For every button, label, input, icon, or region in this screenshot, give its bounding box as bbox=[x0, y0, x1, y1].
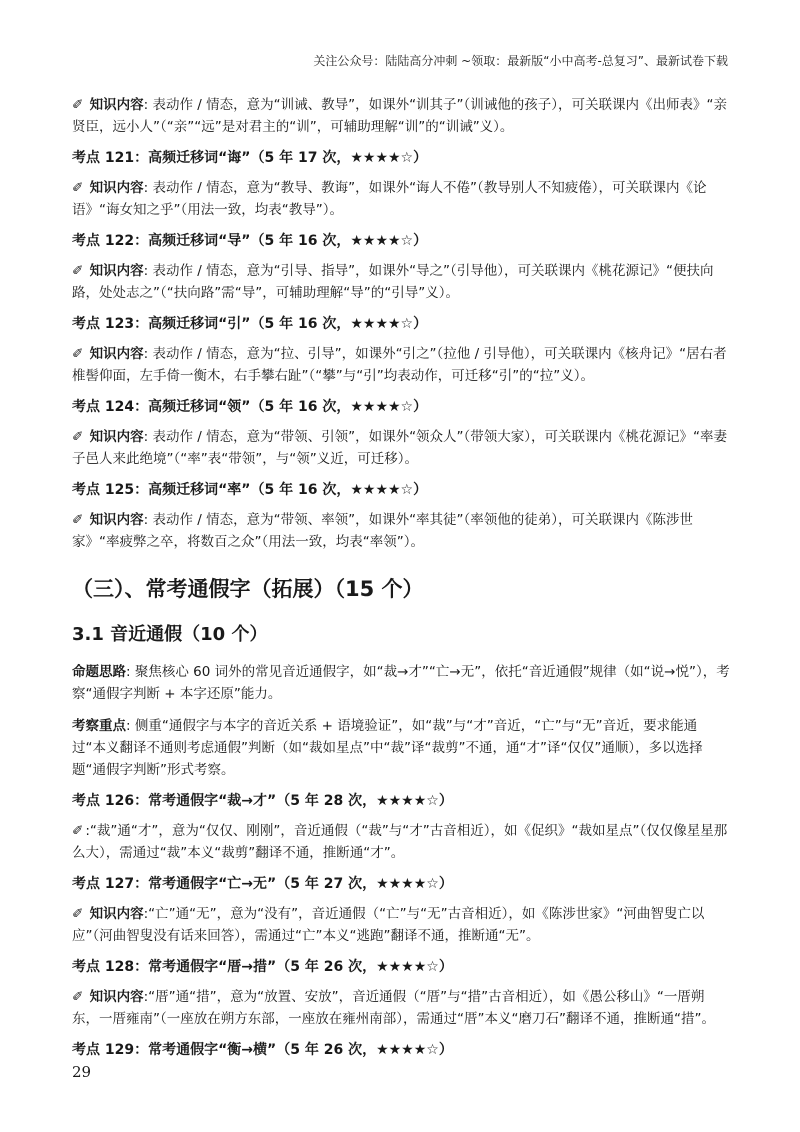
pencil-icon: ✐ bbox=[72, 97, 84, 113]
document-body bbox=[72, 94, 730, 1069]
knowledge-text: :“厝”通“措”，意为“放置、安放”，音近通假（“厝”与“措”古音相近），如《愚公移山》“一厝朔东，一厝雍南”（一座放在朔方东部，一座放在雍州南部），需通过“厝”本义“磨刀石”翻译不通，推断通“措”。 bbox=[72, 989, 715, 1027]
knowledge-content bbox=[72, 903, 730, 947]
knowledge-content bbox=[72, 509, 730, 553]
intro-text: : 侧重“通假字与本字的音近关系 + 语境验证”，如“裁”与“才”音近，“亡”与“无”音近，要求能通过“本义翻译不通则考虑通假”判断（如“裁如星点”中“裁”译“裁剪”不通，通“才”译“仅仅”通顺），多以选择题“通假字判断”形式考察。 bbox=[72, 718, 703, 778]
intro-label: 命题思路 bbox=[72, 664, 126, 680]
knowledge-content bbox=[72, 94, 730, 138]
knowledge-text: : 表动作 / 情态，意为“带领、率领”，如课外“率其徒”（率领他的徒弟），可关联课内《陈涉世家》“率疲弊之卒，将数百之众”（用法一致，均表“率领”）。 bbox=[72, 512, 694, 550]
knowledge-label: 知识内容 bbox=[89, 97, 144, 113]
knowledge-label: 知识内容 bbox=[89, 429, 144, 445]
knowledge-content bbox=[72, 177, 730, 221]
knowledge-content bbox=[72, 820, 730, 864]
knowledge-text: : 表动作 / 情态，意为“教导、教诲”，如课外“诲人不倦”（教导别人不知疲倦），可关联课内《论语》“诲女知之乎”（用法一致，均表“教导”）。 bbox=[72, 180, 707, 218]
kaodian-126-title: 考点 126：常考通假字“裁→才”（5 年 28 次，★★★★☆） bbox=[72, 793, 453, 809]
kaodian-129-title: 考点 129：常考通假字“衡→横”（5 年 26 次，★★★★☆） bbox=[72, 1042, 453, 1058]
kaodian-125-title: 考点 125：高频迁移词“率”（5 年 16 次，★★★★☆） bbox=[72, 482, 428, 498]
knowledge-content bbox=[72, 260, 730, 304]
knowledge-label: 知识内容 bbox=[89, 906, 144, 922]
pencil-icon: ✐ bbox=[72, 823, 84, 839]
knowledge-label: 知识内容 bbox=[89, 263, 144, 279]
intro-text: : 聚焦核心 60 词外的常见音近通假字，如“裁→才”“亡→无”，依托“音近通假”规律（如“说→悦”），考察“通假字判断 + 本字还原”能力。 bbox=[72, 664, 730, 702]
pencil-icon: ✐ bbox=[72, 346, 84, 362]
knowledge-label: 知识内容 bbox=[89, 989, 144, 1005]
intro-paragraph bbox=[72, 661, 730, 705]
knowledge-text: : 表动作 / 情态，意为“引导、指导”，如课外“导之”（引导他），可关联课内《桃花源记》“便扶向路，处处志之”（“扶向路”需“导”，可辅助理解“导”的“引导”义）。 bbox=[72, 263, 714, 301]
kaodian-127-title: 考点 127：常考通假字“亡→无”（5 年 27 次，★★★★☆） bbox=[72, 876, 453, 892]
pencil-icon: ✐ bbox=[72, 906, 84, 922]
knowledge-text: :“裁”通“才”，意为“仅仅、刚刚”，音近通假（“裁”与“才”古音相近），如《促织》“裁如星点”（仅仅像星星那么大），需通过“裁”本义“裁剪”翻译不通，推断通“才”。 bbox=[72, 823, 728, 861]
knowledge-label: 知识内容 bbox=[89, 512, 144, 528]
pencil-icon: ✐ bbox=[72, 512, 84, 528]
knowledge-content bbox=[72, 343, 730, 387]
pencil-icon: ✐ bbox=[72, 989, 84, 1005]
knowledge-content bbox=[72, 426, 730, 470]
page-header: 关注公众号：陆陆高分冲刺 ~领取：最新版“小中高考-总复习”、最新试卷下载 bbox=[313, 54, 728, 68]
kaodian-124-title: 考点 124：高频迁移词“领”（5 年 16 次，★★★★☆） bbox=[72, 399, 428, 415]
knowledge-label: 知识内容 bbox=[89, 180, 144, 196]
knowledge-label: 知识内容 bbox=[89, 346, 144, 362]
page-number: 29 bbox=[72, 1063, 92, 1081]
knowledge-content bbox=[72, 986, 730, 1030]
subsection-heading: 3.1 音近通假（10 个） bbox=[72, 624, 268, 645]
intro-paragraph bbox=[72, 715, 730, 781]
kaodian-121-title: 考点 121：高频迁移词“诲”（5 年 17 次，★★★★☆） bbox=[72, 150, 428, 166]
knowledge-text: : 表动作 / 情态，意为“带领、引领”，如课外“领众人”（带领大家），可关联课内《桃花源记》“率妻子邑人来此绝境”（“率”表“带领”，与“领”义近，可迁移）。 bbox=[72, 429, 728, 467]
intro-label: 考察重点 bbox=[72, 718, 126, 734]
knowledge-text: :“亡”通“无”，意为“没有”，音近通假（“亡”与“无”古音相近），如《陈涉世家》“河曲智叟亡以应”（河曲智叟没有话来回答），需通过“亡”本义“逃跑”翻译不通，推断通“无”。 bbox=[72, 906, 705, 944]
pencil-icon: ✐ bbox=[72, 429, 84, 445]
kaodian-122-title: 考点 122：高频迁移词“导”（5 年 16 次，★★★★☆） bbox=[72, 233, 428, 249]
section-heading: （三）、常考通假字（拓展）（15 个） bbox=[72, 577, 424, 601]
pencil-icon: ✐ bbox=[72, 180, 84, 196]
knowledge-text: : 表动作 / 情态，意为“训诫、教导”，如课外“训其子”（训诫他的孩子），可关联课内《出师表》“亲贤臣，远小人”（“亲”“远”是对君主的“训”，可辅助理解“训”的“训诫”义）。 bbox=[72, 97, 728, 135]
kaodian-128-title: 考点 128：常考通假字“厝→措”（5 年 26 次，★★★★☆） bbox=[72, 959, 453, 975]
kaodian-123-title: 考点 123：高频迁移词“引”（5 年 16 次，★★★★☆） bbox=[72, 316, 428, 332]
pencil-icon: ✐ bbox=[72, 263, 84, 279]
knowledge-text: : 表动作 / 情态，意为“拉、引导”，如课外“引之”（拉他 / 引导他），可关联课内《核舟记》“居右者椎髻仰面，左手倚一衡木，右手攀右趾”（“攀”与“引”均表动作，可迁移“引”的“拉”义）。 bbox=[72, 346, 727, 384]
